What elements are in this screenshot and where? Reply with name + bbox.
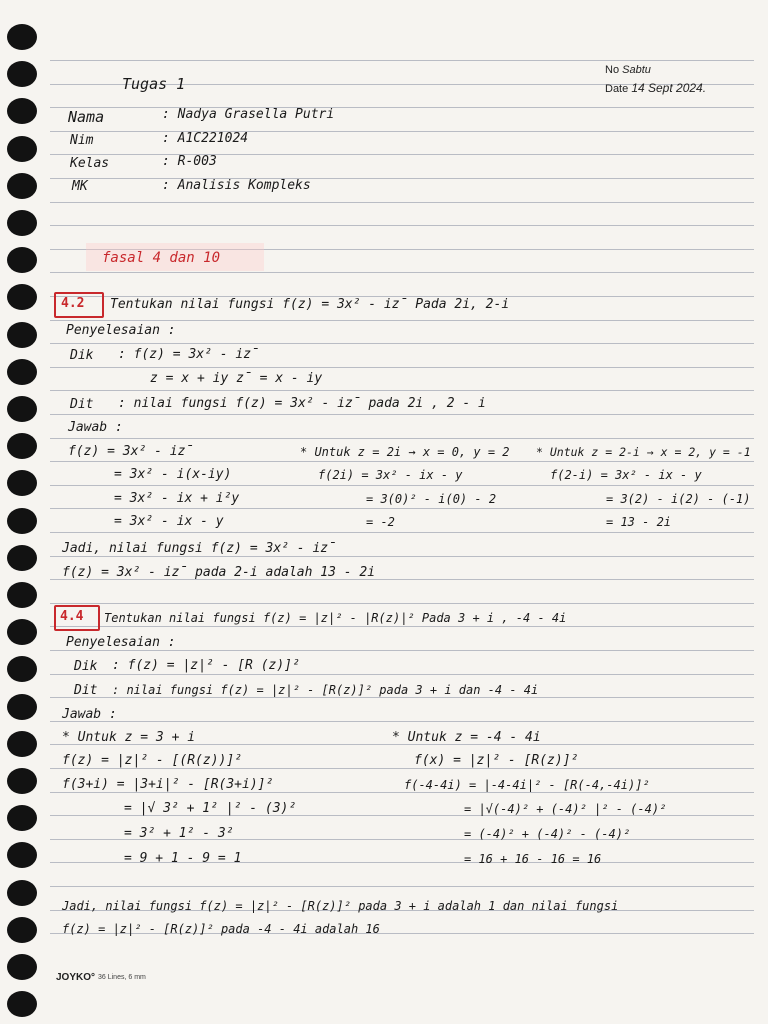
binder-hole <box>7 694 37 720</box>
identity-label-nama: Nama <box>68 108 105 126</box>
binder-hole <box>7 210 37 236</box>
header-no <box>605 64 651 76</box>
binder-hole <box>7 173 37 199</box>
problem-statement: Tentukan nilai fungsi f(z) = 3x² - iz̄ Pada 2i, 2-i <box>110 297 510 312</box>
step-line: f(x) = |z|² - [R(z)]² <box>414 753 579 768</box>
binder-hole <box>7 842 37 868</box>
step-line: = 9 + 1 - 9 = 1 <box>124 851 242 866</box>
conclusion-line: Jadi, nilai fungsi f(z) = |z|² - [R(z)]² pada 3 + i adalah 1 dan nilai fungsi <box>62 899 619 913</box>
ruled-line <box>50 202 754 203</box>
step-line: f(2i) = 3x² - ix - y <box>318 468 463 482</box>
binder-hole <box>7 991 37 1017</box>
penyelesaian-heading: Penyelesaian : <box>66 323 176 338</box>
problem-number: 4.2 <box>61 296 85 311</box>
binder-hole <box>7 24 37 50</box>
step-line: * Untuk z = 3 + i <box>62 730 196 745</box>
binder-hole <box>7 284 37 310</box>
step-line: f(z) = 3x² - iz̄ <box>68 444 194 459</box>
ruled-line <box>50 343 754 344</box>
no-label: No <box>605 64 620 76</box>
step-line: = 16 + 16 - 16 = 16 <box>464 852 602 866</box>
dik-label: Dik <box>74 659 98 674</box>
ruled-line <box>50 532 754 533</box>
binder-hole <box>7 731 37 757</box>
binder-hole <box>7 322 37 348</box>
no-value: Sabtu <box>622 64 651 76</box>
jawab-heading: Jawab : <box>68 420 123 435</box>
step-line: = (-4)² + (-4)² - (-4)² <box>464 827 631 841</box>
date-value: 14 Sept 2024. <box>631 81 707 95</box>
step-line: f(3+i) = |3+i|² - [R(3+i)]² <box>62 777 274 792</box>
step-line: = 3(2) - i(2) - (-1) <box>606 492 751 506</box>
ruled-line <box>50 154 754 155</box>
ruled-line <box>50 107 754 108</box>
binder-hole <box>7 359 37 385</box>
ruled-line <box>50 603 754 604</box>
ruled-line <box>50 626 754 627</box>
ruled-line <box>50 225 754 226</box>
binder-hole <box>7 433 37 459</box>
step-line: = 13 - 2i <box>606 515 672 529</box>
brand-logo: JOYKO° <box>56 972 96 983</box>
paper-spec: 36 Lines, 6 mm <box>98 974 146 981</box>
binder-hole <box>7 768 37 794</box>
identity-value-mk: : Analisis Kompleks <box>162 178 311 193</box>
ruled-line <box>50 390 754 391</box>
identity-value-nim: : A1C221024 <box>162 131 249 146</box>
ruled-line <box>50 674 754 675</box>
dit-text: : nilai fungsi f(z) = 3x² - iz̄ pada 2i , 2 - i <box>118 396 486 411</box>
binder-hole <box>7 656 37 682</box>
step-line: * Untuk z = 2i → x = 0, y = 2 <box>300 445 510 459</box>
ruled-line <box>50 320 754 321</box>
header-date <box>605 81 706 95</box>
binder-hole <box>7 619 37 645</box>
step-line: = |√(-4)² + (-4)² |² - (-4)² <box>464 802 667 816</box>
conclusion-line: Jadi, nilai fungsi f(z) = 3x² - iz̄ <box>62 541 336 556</box>
binder-hole <box>7 470 37 496</box>
dit-label: Dit <box>70 397 94 412</box>
binder-hole <box>7 545 37 571</box>
conclusion-line: f(z) = 3x² - iz̄ pada 2-i adalah 13 - 2i <box>62 565 376 580</box>
ruled-line <box>50 178 754 179</box>
binder-hole <box>7 954 37 980</box>
dik-text: z = x + iy z̄ = x - iy <box>150 371 323 386</box>
step-line: f(z) = |z|² - [(R(z))]² <box>62 753 243 768</box>
ruled-line <box>50 508 754 509</box>
dik-text: : f(z) = 3x² - iz̄ <box>118 347 259 362</box>
identity-value-kelas: : R-003 <box>162 154 217 169</box>
dik-text: : f(z) = |z|² - [R (z)]² <box>112 658 300 673</box>
step-line: = 3x² - i(x-iy) <box>114 467 232 482</box>
jawab-heading: Jawab : <box>62 707 117 722</box>
binder-hole <box>7 136 37 162</box>
step-line: * Untuk z = 2-i → x = 2, y = -1 <box>536 445 751 459</box>
ruled-line <box>50 272 754 273</box>
identity-label-mk: MK <box>72 179 88 194</box>
binder-hole <box>7 508 37 534</box>
step-line: f(2-i) = 3x² - ix - y <box>550 468 702 482</box>
identity-label-kelas: Kelas <box>70 156 110 171</box>
ruled-line <box>50 721 754 722</box>
ruled-line <box>50 414 754 415</box>
step-line: = -2 <box>366 515 395 529</box>
binder-hole <box>7 61 37 87</box>
binder-hole <box>7 396 37 422</box>
section-label: fasal 4 dan 10 <box>102 250 221 266</box>
binder-hole <box>7 247 37 273</box>
step-line: = 3x² - ix - y <box>114 514 224 529</box>
ruled-line <box>50 438 754 439</box>
step-line: = 3x² - ix + i²y <box>114 491 240 506</box>
binder-hole <box>7 805 37 831</box>
ruled-line <box>50 886 754 887</box>
ruled-line <box>50 485 754 486</box>
ruled-line <box>50 131 754 132</box>
ruled-lines <box>50 0 754 1024</box>
dit-text: : nilai fungsi f(z) = |z|² - [R(z)]² pada 3 + i dan -4 - 4i <box>112 683 539 697</box>
page-title: Tugas 1 <box>122 75 186 93</box>
penyelesaian-heading: Penyelesaian : <box>66 635 176 650</box>
step-line: f(-4-4i) = |-4-4i|² - [R(-4,-4i)]² <box>404 778 650 792</box>
dik-label: Dik <box>70 348 94 363</box>
problem-number: 4.4 <box>60 609 84 624</box>
conclusion-line: f(z) = |z|² - [R(z)]² pada -4 - 4i adalah 16 <box>62 922 380 936</box>
date-label: Date <box>605 83 629 95</box>
binder-hole <box>7 880 37 906</box>
step-line: = |√ 3² + 1² |² - (3)² <box>124 801 297 816</box>
identity-value-nama: : Nadya Grasella Putri <box>162 107 335 122</box>
binder-hole <box>7 98 37 124</box>
step-line: * Untuk z = -4 - 4i <box>392 730 541 745</box>
binder-hole <box>7 582 37 608</box>
ruled-line <box>50 60 754 61</box>
ruled-line <box>50 367 754 368</box>
dit-label: Dit <box>74 683 98 698</box>
step-line: = 3² + 1² - 3² <box>124 826 234 841</box>
ruled-line <box>50 461 754 462</box>
binder-hole <box>7 917 37 943</box>
binder-holes <box>0 0 48 1024</box>
step-line: = 3(0)² - i(0) - 2 <box>366 492 497 506</box>
problem-statement: Tentukan nilai fungsi f(z) = |z|² - |R(z)|² Pada 3 + i , -4 - 4i <box>104 611 567 625</box>
identity-label-nim: Nim <box>70 133 94 148</box>
